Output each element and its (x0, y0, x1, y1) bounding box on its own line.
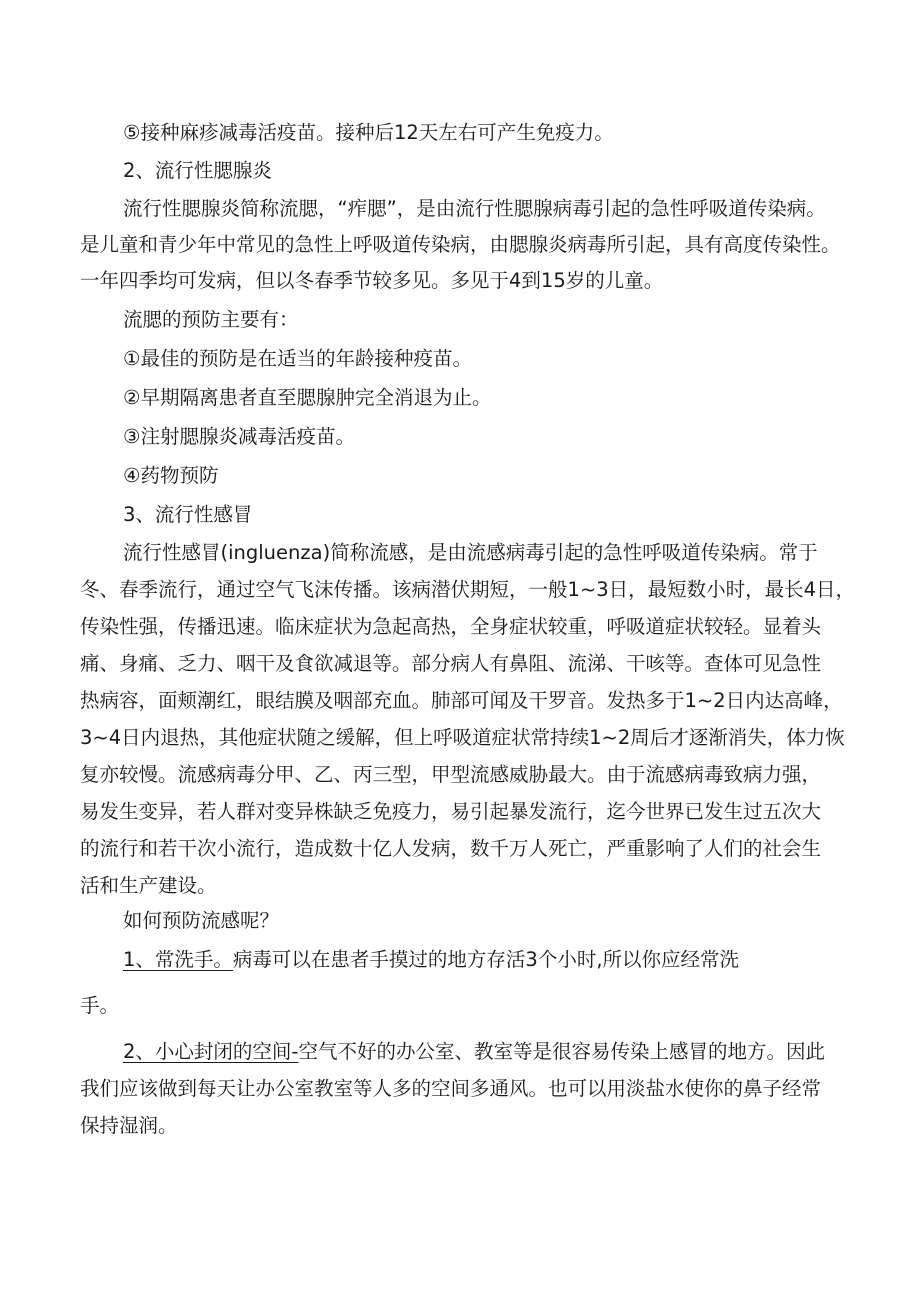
heading-influenza: 3、流行性感冒 (123, 503, 253, 526)
paragraph-flu-prevention-question: 如何预防流感呢？ (123, 909, 280, 932)
tip-wash-hands (80, 945, 840, 1021)
tip-text: 病毒可以在患者手摸过的地方存活3个小时,所以你应经常洗 (232, 948, 740, 971)
text-line: 冬、春季流行，通过空气飞沫传播。该病潜伏期短，一般1~3日，最短数小时，最长4日， (80, 578, 856, 601)
paragraph-mumps-intro (80, 194, 840, 296)
text-line: 流行性腮腺炎简称流腮，“痄腮”，是由流行性腮腺病毒引起的急性呼吸道传染病。 (123, 197, 826, 220)
tip-enclosed-space (80, 1037, 840, 1141)
tip-text: 空气不好的办公室、教室等是很容易传染上感冒的地方。因此 (298, 1040, 825, 1063)
text-line: 一年四季均可发病，但以冬春季节较多见。多见于4到15岁的儿童。 (80, 269, 664, 292)
text-line: 传染性强，传播迅速。临床症状为急起高热，全身症状较重，呼吸道症状较轻。显着头 (80, 615, 822, 638)
text-line: 复亦较慢。流感病毒分甲、乙、丙三型，甲型流感威胁最大。由于流感病毒致病力强， (80, 763, 822, 786)
text-line: 手。 (80, 994, 120, 1017)
list-item: ③注射腮腺炎减毒活疫苗。 (123, 425, 355, 448)
text-line: 热病容，面颊潮红，眼结膜及咽部充血。肺部可闻及干罗音。发热多于1~2日内达高峰， (80, 689, 843, 712)
text-line: 痛、身痛、乏力、咽干及食欲减退等。部分病人有鼻阻、流涕、干咳等。查体可见急性 (80, 652, 822, 675)
list-item: ②早期隔离患者直至腮腺肿完全消退为止。 (123, 386, 492, 409)
text-line (80, 945, 840, 975)
paragraph-measles-vaccine: ⑤接种麻疹减毒活疫苗。接种后12天左右可产生免疫力。 (123, 121, 614, 144)
text-line: 的流行和若干次小流行，造成数十亿人发病，数千万人死亡，严重影响了人们的社会生 (80, 837, 822, 860)
text-line: 流行性感冒(ingluenza)简称流感，是由流感病毒引起的急性呼吸道传染病。常于 (123, 541, 818, 564)
tip-title-underlined: 1、常洗手。 (123, 948, 233, 971)
text-line: 3~4日内退热，其他症状随之缓解，但上呼吸道症状常持续1~2周后才逐渐消失，体力恢 (80, 726, 845, 749)
list-item: ④药物预防 (123, 464, 219, 487)
tip-title-underlined: 2、小心封闭的空间- (123, 1040, 299, 1063)
text-line (80, 1037, 840, 1067)
heading-mumps: 2、流行性腮腺炎 (123, 159, 272, 182)
text-line: 活和生产建设。 (80, 874, 217, 897)
paragraph-influenza-description (80, 538, 856, 901)
text-line: 是儿童和青少年中常见的急性上呼吸道传染病，由腮腺炎病毒所引起，具有高度传染性。 (80, 233, 841, 256)
text-line: 易发生变异，若人群对变异株缺乏免疫力，易引起暴发流行，迄今世界已发生过五次大 (80, 800, 822, 823)
mumps-prevention-list (80, 344, 840, 491)
list-item: ①最佳的预防是在适当的年龄接种疫苗。 (123, 347, 472, 370)
text-line: 保持湿润。 (80, 1114, 178, 1137)
document-page (80, 118, 856, 1141)
text-line: 我们应该做到每天让办公室教室等人多的空间多通风。也可以用淡盐水使你的鼻子经常 (80, 1077, 822, 1100)
paragraph-mumps-prevention-title: 流腮的预防主要有： (123, 308, 299, 331)
